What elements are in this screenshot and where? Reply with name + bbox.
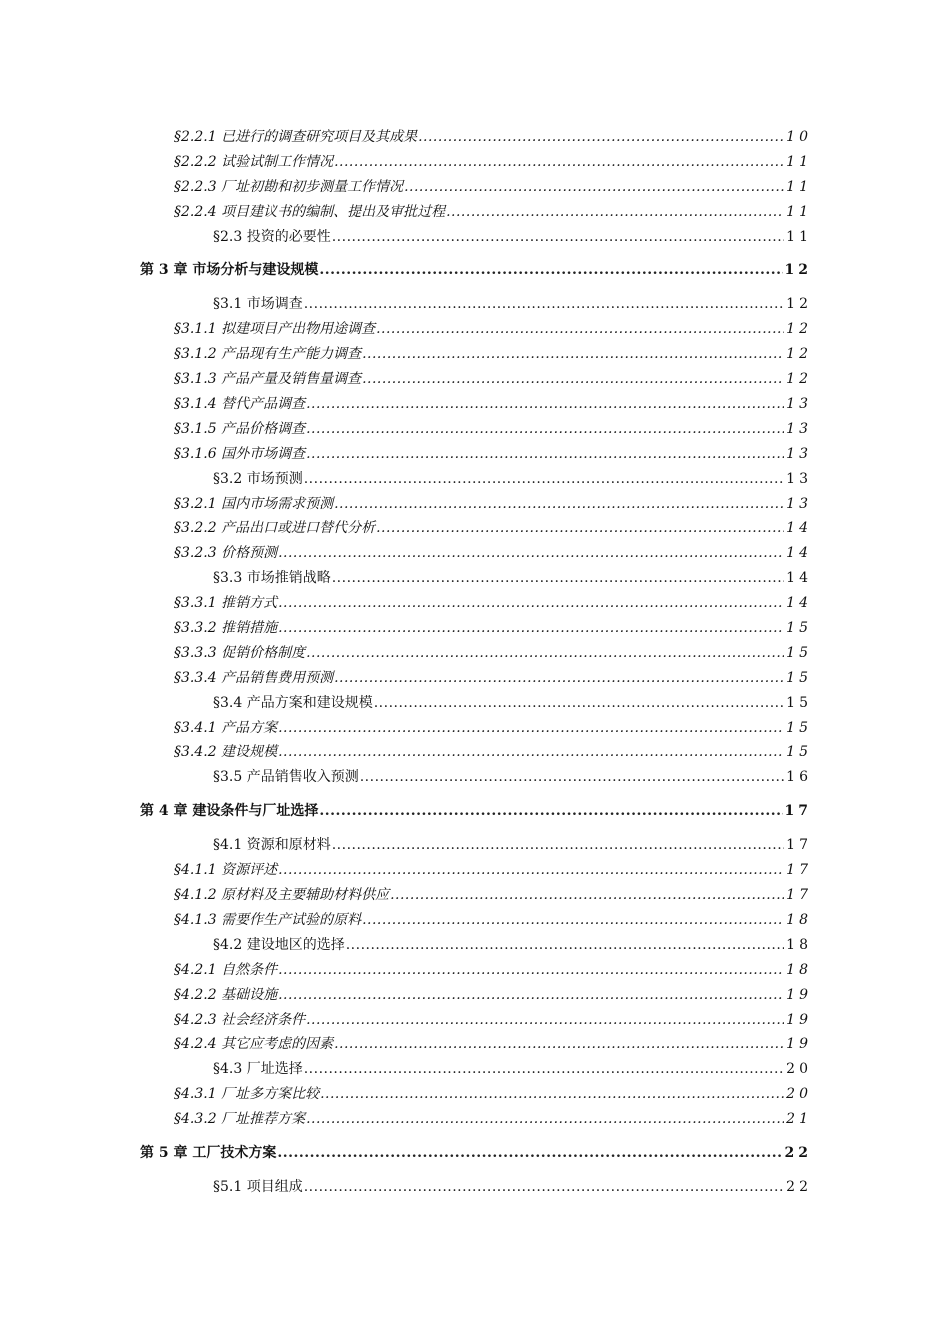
toc-entry[interactable] — [0, 765, 950, 790]
toc-entry-title: §3.4.2 建设规模 — [174, 744, 278, 761]
dot-leader — [278, 616, 784, 641]
dot-leader — [277, 1141, 782, 1166]
toc-entry-title: §3.2.3 价格预测 — [174, 545, 278, 562]
toc-entry[interactable] — [0, 292, 950, 317]
toc-entry[interactable] — [0, 1175, 950, 1200]
toc-entry-title: §3.1.6 国外市场调查 — [174, 445, 306, 462]
toc-entry-title: §3.3 市场推销战略 — [213, 570, 331, 587]
toc-entry-title: §4.1 资源和原材料 — [213, 837, 331, 854]
toc-page-number: 15 — [786, 644, 812, 661]
toc-entry-title: 第 5 章 工厂技术方案 — [140, 1144, 277, 1161]
toc-entry-title: 第 3 章 市场分析与建设规模 — [140, 262, 319, 279]
toc-entry-title: §4.2.3 社会经济条件 — [174, 1011, 306, 1028]
toc-entry-title: §4.1.2 原材料及主要辅助材料供应 — [174, 887, 390, 904]
toc-page-number: 15 — [786, 719, 812, 736]
toc-page-number: 12 — [784, 262, 812, 279]
toc-page-number: 17 — [784, 803, 812, 820]
toc-page-number: 21 — [786, 1111, 812, 1128]
toc-entry-title: §2.2.1 已进行的调查研究项目及其成果 — [174, 129, 418, 145]
toc-entry[interactable] — [0, 367, 950, 392]
toc-entry[interactable] — [0, 691, 950, 716]
dot-leader — [376, 516, 784, 541]
toc-entry[interactable] — [0, 541, 950, 566]
toc-page-number: 17 — [786, 862, 812, 879]
toc-entry[interactable] — [0, 342, 950, 367]
toc-entry-title: §4.3.1 厂址多方案比较 — [174, 1086, 320, 1103]
dot-leader — [362, 908, 784, 933]
toc-entry-title: §4.1.3 需要作生产试验的原料 — [174, 911, 362, 928]
toc-page-number: 15 — [786, 744, 812, 761]
toc-entry-title: 第 4 章 建设条件与厂址选择 — [140, 803, 319, 820]
toc-entry-title: §3.3.2 推销措施 — [174, 620, 278, 637]
toc-page-number: 12 — [786, 321, 812, 338]
toc-page-number: 18 — [786, 961, 812, 978]
toc-page-number: 10 — [786, 129, 812, 145]
dot-leader — [334, 492, 784, 517]
dot-leader — [306, 641, 784, 666]
toc-entry[interactable] — [0, 125, 950, 150]
toc-page-number: 18 — [786, 936, 812, 953]
dot-leader — [332, 225, 784, 250]
dot-leader — [278, 716, 784, 741]
toc-entry[interactable] — [0, 417, 950, 442]
toc-chapter-entry[interactable] — [0, 258, 950, 283]
toc-page-number: 15 — [786, 620, 812, 637]
toc-entry-title: §3.1.2 产品现有生产能力调查 — [174, 346, 362, 363]
toc-entry[interactable] — [0, 392, 950, 417]
toc-page-number: 11 — [786, 203, 812, 220]
toc-entry-title: §4.3.2 厂址推荐方案 — [174, 1111, 306, 1128]
toc-page-number: 19 — [786, 1011, 812, 1028]
toc-entry[interactable] — [0, 175, 950, 200]
toc-page-number: 19 — [786, 1036, 812, 1053]
toc-entry-title: §4.3 厂址选择 — [213, 1061, 303, 1078]
dot-leader — [304, 1175, 784, 1200]
toc-entry[interactable] — [0, 1107, 950, 1132]
dot-leader — [319, 799, 782, 824]
dot-leader — [278, 740, 784, 765]
toc-entry[interactable] — [0, 1008, 950, 1033]
dot-leader — [319, 258, 782, 283]
toc-entry-title: §3.2.1 国内市场需求预测 — [174, 495, 334, 512]
toc-page-number: 20 — [786, 1061, 812, 1078]
toc-entry[interactable] — [0, 958, 950, 983]
toc-page-number: 22 — [786, 1178, 812, 1195]
dot-leader — [278, 541, 784, 566]
dot-leader — [332, 833, 784, 858]
toc-chapter-entry[interactable] — [0, 799, 950, 824]
toc-page-number: 12 — [786, 346, 812, 363]
toc-entry-title: §4.2 建设地区的选择 — [213, 936, 345, 953]
dot-leader — [334, 150, 784, 175]
toc-page-number: 13 — [786, 445, 812, 462]
dot-leader — [304, 292, 784, 317]
toc-page-number: 14 — [786, 520, 812, 537]
toc-chapter-entry[interactable] — [0, 1141, 950, 1166]
toc-page-number: 14 — [786, 595, 812, 612]
dot-leader — [334, 1032, 784, 1057]
toc-entry[interactable] — [0, 492, 950, 517]
toc-entry-title: §3.3.3 促销价格制度 — [174, 644, 306, 661]
toc-entry[interactable] — [0, 833, 950, 858]
toc-entry[interactable] — [0, 933, 950, 958]
toc-page-number: 20 — [786, 1086, 812, 1103]
toc-entry[interactable] — [0, 516, 950, 541]
dot-leader — [346, 933, 784, 958]
dot-leader — [390, 883, 784, 908]
dot-leader — [278, 958, 784, 983]
toc-entry-title: §5.1 项目组成 — [213, 1178, 303, 1195]
toc-entry[interactable] — [0, 317, 950, 342]
toc-entry[interactable] — [0, 858, 950, 883]
toc-entry-title: §4.2.1 自然条件 — [174, 961, 278, 978]
toc-entry-title: §4.2.2 基础设施 — [174, 986, 278, 1003]
toc-entry[interactable] — [0, 150, 950, 175]
dot-leader — [306, 1107, 784, 1132]
toc-entry-title: §3.1.4 替代产品调查 — [174, 396, 306, 413]
toc-entry[interactable] — [0, 666, 950, 691]
dot-leader — [278, 858, 784, 883]
toc-entry-title: §3.4.1 产品方案 — [174, 719, 278, 736]
toc-page-number: 18 — [786, 911, 812, 928]
dot-leader — [376, 317, 784, 342]
dot-leader — [404, 175, 784, 200]
toc-entry-title: §4.2.4 其它应考虑的因素 — [174, 1036, 334, 1053]
toc-entry[interactable] — [0, 983, 950, 1008]
toc-entry[interactable] — [0, 225, 950, 250]
toc-page-number: 15 — [786, 669, 812, 686]
toc-page-number: 14 — [786, 570, 812, 587]
toc-entry[interactable] — [0, 467, 950, 492]
dot-leader — [334, 666, 784, 691]
toc-entry-title: §2.2.3 厂址初勘和初步测量工作情况 — [174, 178, 404, 195]
toc-page-number: 11 — [786, 228, 812, 245]
toc-entry[interactable] — [0, 641, 950, 666]
dot-leader — [306, 442, 784, 467]
dot-leader — [278, 983, 784, 1008]
toc-entry-title: §4.1.1 资源评述 — [174, 862, 278, 879]
dot-leader — [306, 392, 784, 417]
dot-leader — [362, 367, 784, 392]
toc-page-number: 13 — [786, 495, 812, 512]
toc-entry[interactable] — [0, 616, 950, 641]
toc-entry[interactable] — [0, 1032, 950, 1057]
toc-page-number: 13 — [786, 396, 812, 413]
toc-page-number: 12 — [786, 296, 812, 313]
toc-page-number: 17 — [786, 837, 812, 854]
toc-entry[interactable] — [0, 591, 950, 616]
toc-entry-title: §2.3 投资的必要性 — [213, 228, 331, 245]
toc-entry-title: §3.1 市场调查 — [213, 296, 303, 313]
toc-entry[interactable] — [0, 442, 950, 467]
toc-page-number: 17 — [786, 887, 812, 904]
toc-entry[interactable] — [0, 1057, 950, 1082]
dot-leader — [320, 1082, 784, 1107]
toc-page-number: 15 — [786, 694, 812, 711]
toc-entry-title: §2.2.4 项目建议书的编制、提出及审批过程 — [174, 203, 446, 220]
toc-page-number: 13 — [786, 420, 812, 437]
table-of-contents — [0, 125, 950, 1200]
toc-entry-title: §3.2 市场预测 — [213, 470, 303, 487]
toc-entry-title: §3.2.2 产品出口或进口替代分析 — [174, 520, 376, 537]
dot-leader — [362, 342, 784, 367]
toc-page-number: 13 — [786, 470, 812, 487]
dot-leader — [304, 1057, 784, 1082]
dot-leader — [418, 125, 784, 150]
toc-entry-title: §2.2.2 试验试制工作情况 — [174, 153, 334, 170]
toc-entry-title: §3.1.1 拟建项目产出物用途调查 — [174, 321, 376, 338]
toc-page-number: 19 — [786, 986, 812, 1003]
dot-leader — [332, 566, 784, 591]
toc-page-number: 11 — [786, 178, 812, 195]
toc-page-number: 11 — [786, 153, 812, 170]
dot-leader — [446, 200, 784, 225]
toc-entry-title: §3.4 产品方案和建设规模 — [213, 694, 373, 711]
dot-leader — [360, 765, 784, 790]
dot-leader — [374, 691, 784, 716]
toc-page-number: 14 — [786, 545, 812, 562]
toc-entry-title: §3.1.5 产品价格调查 — [174, 420, 306, 437]
toc-entry[interactable] — [0, 908, 950, 933]
toc-page-number: 22 — [784, 1144, 812, 1161]
toc-entry-title: §3.5 产品销售收入预测 — [213, 769, 359, 786]
dot-leader — [304, 467, 784, 492]
toc-entry[interactable] — [0, 566, 950, 591]
toc-entry-title: §3.3.4 产品销售费用预测 — [174, 669, 334, 686]
toc-page-number: 16 — [786, 769, 812, 786]
toc-entry[interactable] — [0, 1082, 950, 1107]
toc-entry[interactable] — [0, 883, 950, 908]
toc-entry[interactable] — [0, 740, 950, 765]
dot-leader — [278, 591, 784, 616]
toc-page-number: 12 — [786, 371, 812, 388]
dot-leader — [306, 1008, 784, 1033]
toc-entry-title: §3.1.3 产品产量及销售量调查 — [174, 371, 362, 388]
toc-entry[interactable] — [0, 200, 950, 225]
dot-leader — [306, 417, 784, 442]
toc-entry-title: §3.3.1 推销方式 — [174, 595, 278, 612]
toc-entry[interactable] — [0, 716, 950, 741]
